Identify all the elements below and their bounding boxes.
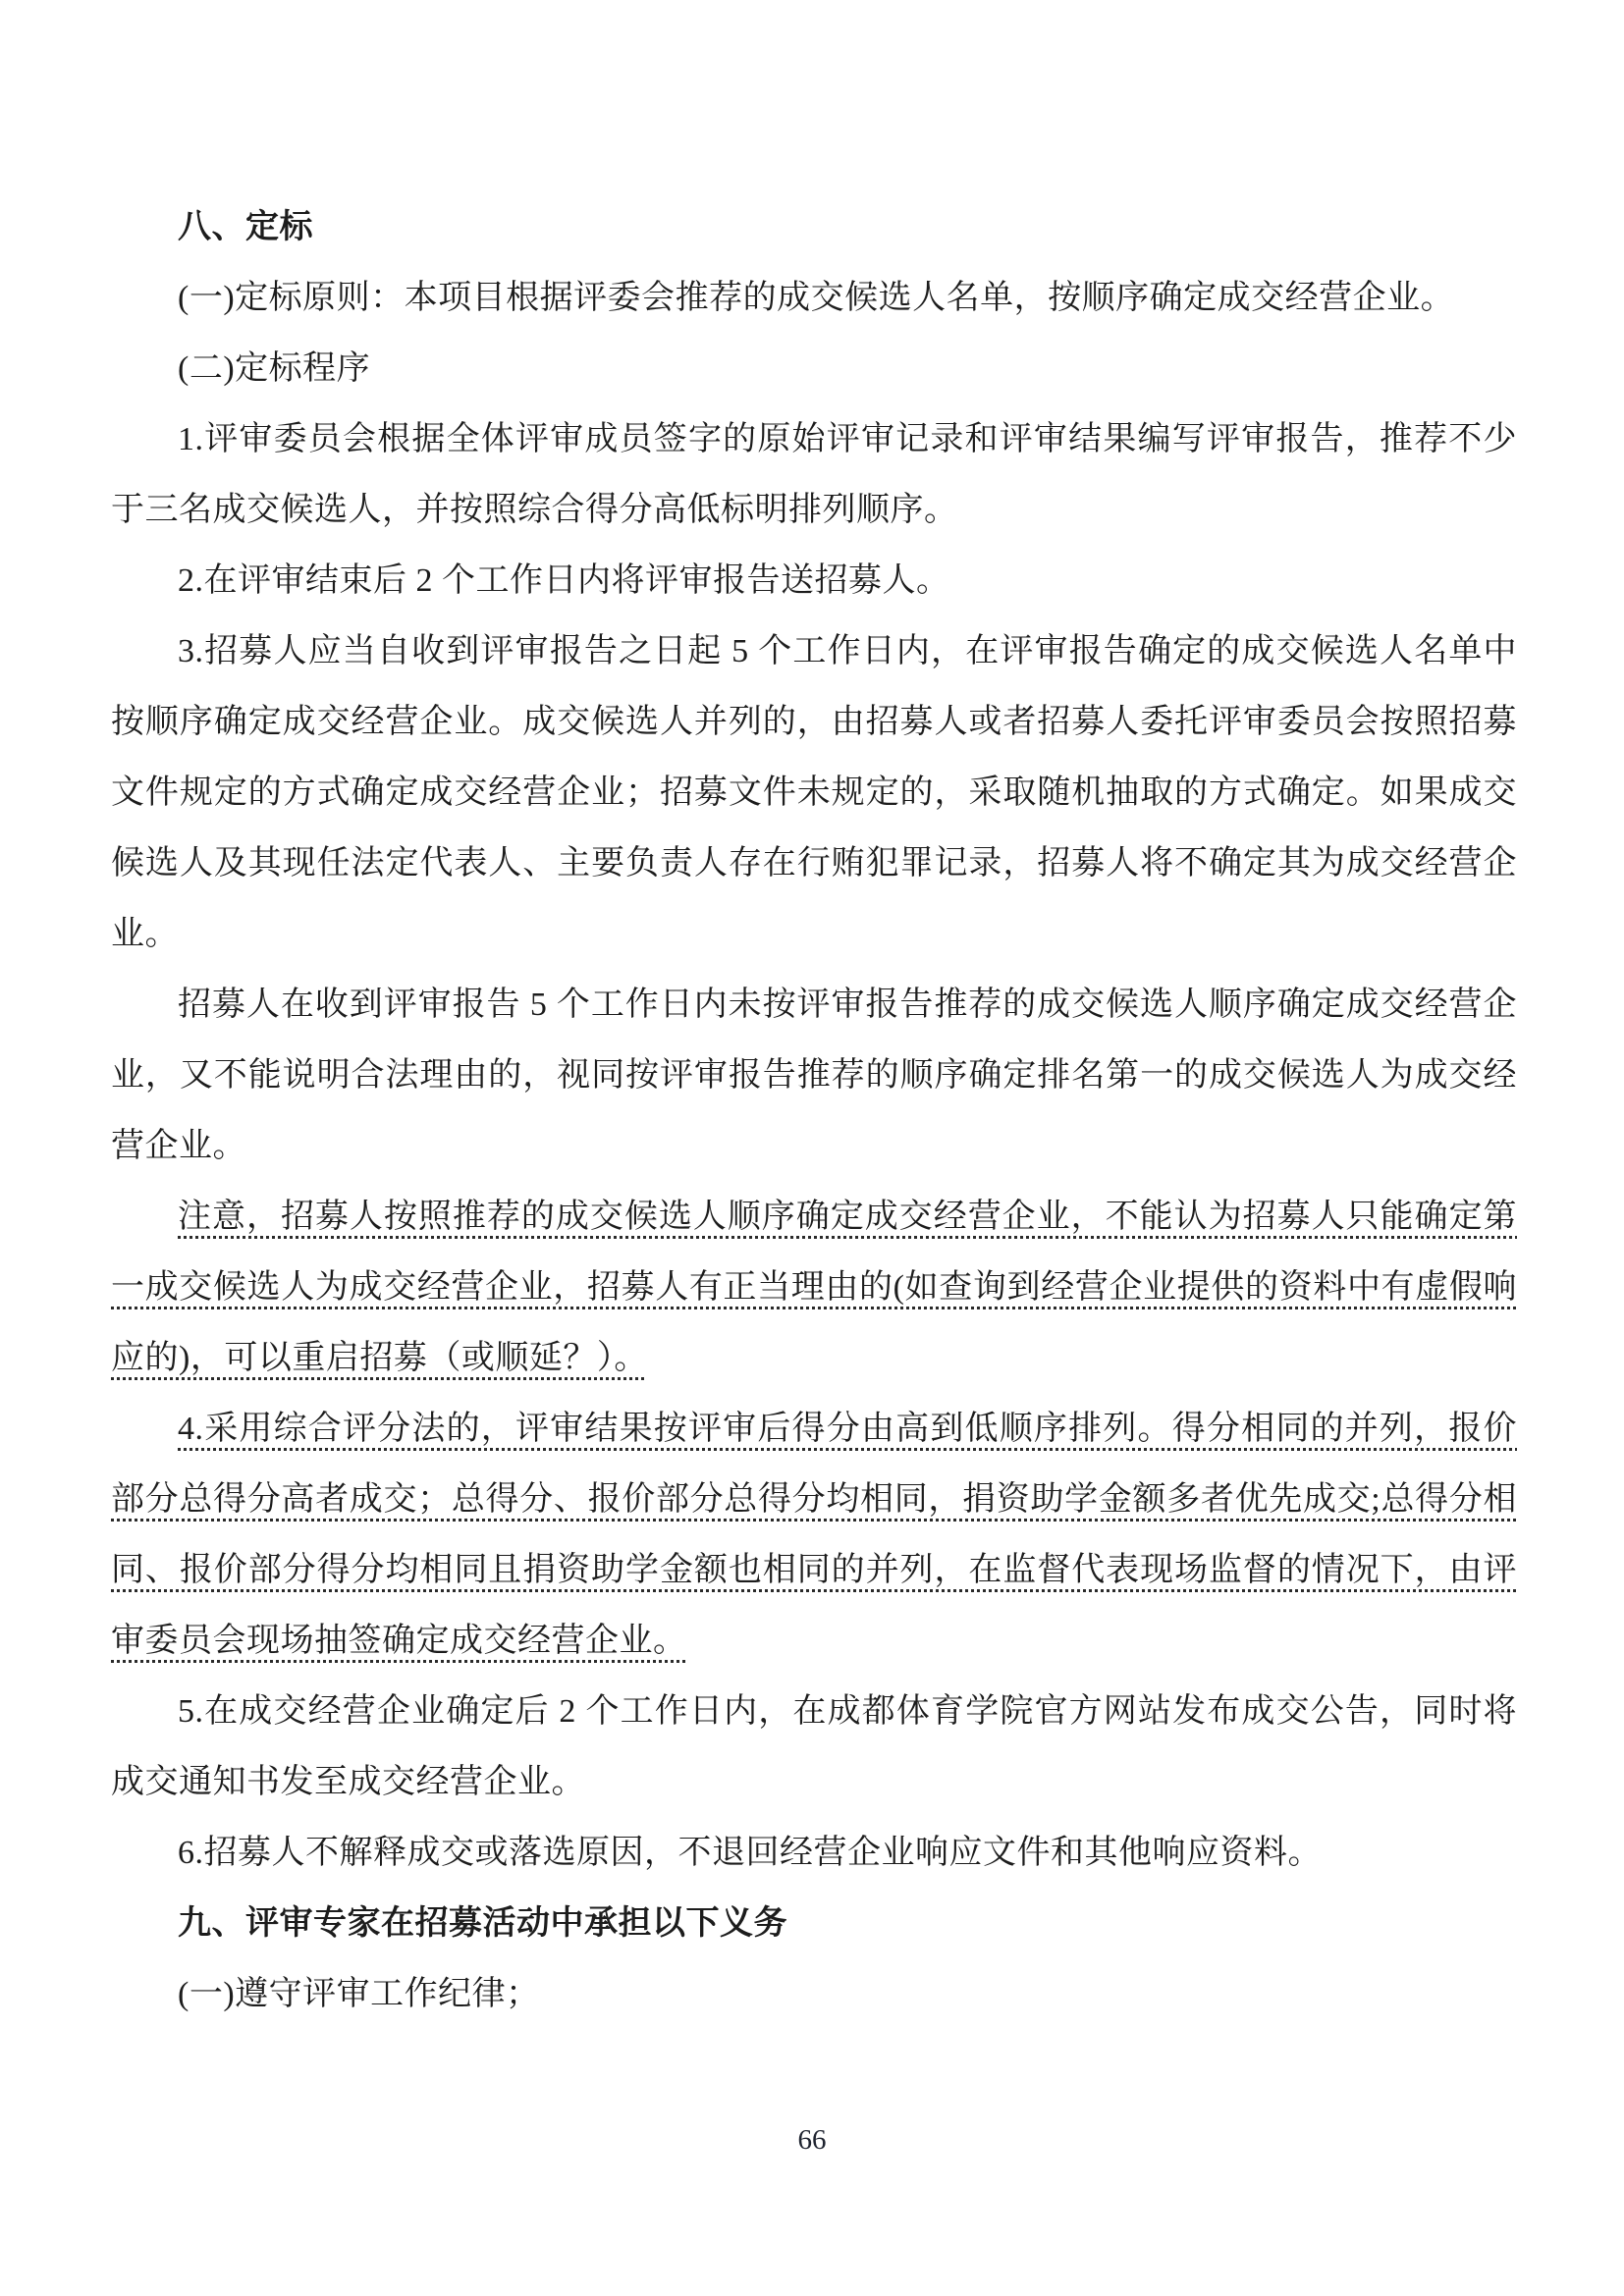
para-award-procedure-label: (二)定标程序 xyxy=(178,350,371,387)
para-procedure-2-send-report: 2.在评审结束后 2 个工作日内将评审报告送招募人。 xyxy=(178,562,950,599)
para-procedure-4-scoring-ties: 4.采用综合评分法的，评审结果按评审后得分由高到低顺序排列。得分相同的并列，报价部分总得分高者成交；总得分、报价部分总得分均相同，捐资助学金额多者优先成交;总得分相同、报价部分得分均相同且捐资助学金额也相同的并列，在监督代表现场监督的情况下，由评审委员会现场抽签确定成交经营企业。 xyxy=(111,1411,1517,1659)
para-procedure-6-no-explanation: 6.招募人不解释成交或落选原因，不退回经营企业响应文件和其他响应资料。 xyxy=(178,1835,1322,1871)
section-heading-award-decision: 八、定标 xyxy=(178,209,313,245)
para-procedure-3-determine-winner: 3.招募人应当自收到评审报告之日起 5 个工作日内，在评审报告确定的成交候选人名单中按顺序确定成交经营企业。成交候选人并列的，由招募人或者招募人委托评审委员会按照招募文件规定的方式确定成交经营企业；招募文件未规定的，采取随机抽取的方式确定。如果成交候选人及其现任法定代表人、主要负责人存在行贿犯罪记录，招募人将不确定其为成交经营企业。 xyxy=(111,633,1517,952)
para-note-underlined: 注意，招募人按照推荐的成交候选人顺序确定成交经营企业，不能认为招募人只能确定第一成交候选人为成交经营企业，招募人有正当理由的(如查询到经营企业提供的资料中有虚假响应的)，可以重启招募（或顺延？）。 xyxy=(111,1199,1517,1376)
para-deemed-confirmation: 招募人在收到评审报告 5 个工作日内未按评审报告推荐的成交候选人顺序确定成交经营企业，又不能说明合法理由的，视同按评审报告推荐的顺序确定排名第一的成交候选人为成交经营企业。 xyxy=(111,987,1517,1164)
para-procedure-1-review-report: 1.评审委员会根据全体评审成员签字的原始评审记录和评审结果编写评审报告，推荐不少于三名成交候选人，并按照综合得分高低标明排列顺序。 xyxy=(111,421,1517,528)
document-body xyxy=(111,192,1517,2030)
section-heading-expert-obligations: 九、评审专家在招募活动中承担以下义务 xyxy=(178,1905,787,1942)
para-procedure-5-announcement: 5.在成交经营企业确定后 2 个工作日内，在成都体育学院官方网站发布成交公告，同时将成交通知书发至成交经营企业。 xyxy=(111,1693,1517,1800)
page-footer xyxy=(0,2120,1624,2160)
para-award-principle: (一)定标原则：本项目根据评委会推荐的成交候选人名单，按顺序确定成交经营企业。 xyxy=(178,280,1455,316)
page-number: 66 xyxy=(797,2124,827,2156)
para-obligation-1-discipline: (一)遵守评审工作纪律； xyxy=(178,1976,540,2012)
